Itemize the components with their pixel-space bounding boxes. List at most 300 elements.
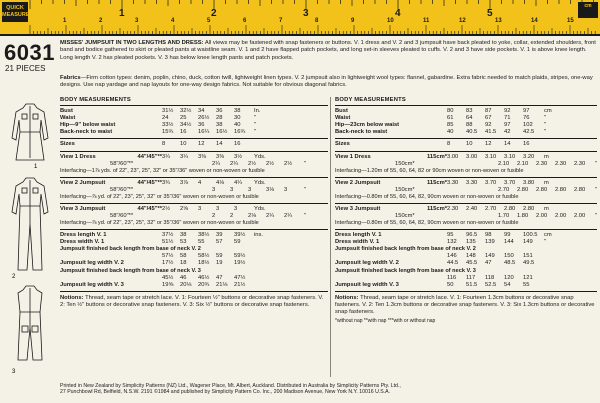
row-value: 150	[504, 253, 514, 260]
row-value: 2.30	[447, 205, 459, 212]
row-value: 10	[466, 141, 473, 148]
row-label: Waist	[335, 115, 351, 122]
view-fabric-row	[335, 161, 597, 168]
row-unit: "	[594, 213, 597, 220]
row-value: 28	[216, 115, 223, 122]
view-name: View 2 Jumpsuit	[335, 179, 381, 186]
row-unit: "	[544, 115, 547, 122]
row-value: 102	[523, 122, 533, 129]
row-values	[162, 260, 252, 267]
metric-measurement-table	[335, 97, 597, 325]
rule	[60, 203, 328, 204]
row-label: Dress length V. 1	[335, 232, 382, 239]
row-value: 2.70	[485, 205, 497, 212]
row-label: Jumpsuit leg width V. 3	[60, 281, 124, 288]
row-unit: Yds.	[254, 179, 266, 186]
row-values	[162, 239, 252, 246]
measurement-row	[60, 232, 328, 239]
fabric-width: 58"/60"**	[110, 160, 134, 167]
interfacing-note: Interfacing—⅞ yd. of 22", 23", 25", 32" or 35"/36" woven or non-woven or fusible	[60, 220, 259, 227]
row-value: 92	[504, 108, 511, 115]
row-value: 2.10	[497, 160, 510, 167]
view-label	[335, 161, 498, 168]
row-value: 3.30	[466, 179, 478, 186]
view-label	[60, 180, 162, 187]
row-value: 3.10	[485, 153, 497, 160]
row-value: 8	[447, 141, 451, 148]
row-unit: m	[544, 179, 549, 186]
row-value: 2½	[266, 160, 275, 167]
row-value: 38	[216, 122, 223, 129]
row-unit: m	[544, 205, 549, 212]
view-label	[60, 154, 162, 161]
fabric-width: 115cm*	[427, 153, 447, 160]
fabrics-body: —Firm cotton types: denim, poplin, chino, duck, cotton twill, lightweight linen types. V. 2 jumpsuit also in lightweight wool types: flannel, gabardine. Extra fabric needed to match plaids, stripes, one-way designs. Use nap yardage and nap layouts for one-way design fabrics. Not suitable for obvious diagonal fabrics.	[60, 75, 593, 89]
row-value: 144	[504, 239, 514, 246]
row-value: 59½	[234, 253, 246, 260]
view-fabric-row	[60, 154, 328, 161]
row-value: 36	[198, 122, 205, 129]
view-label	[60, 161, 212, 168]
row-value: 85	[447, 122, 454, 129]
notions-body: Thread, seam tape or stretch lace. V. 1: Fourteen ½" buttons or decorative snap fasteners. V. 2: Ten ½" buttons or decorative snap fasteners. V. 3: Six ½" buttons or decorative snap fasteners.	[60, 294, 324, 308]
row-values	[447, 253, 542, 260]
rule	[60, 291, 328, 292]
row-value: 42	[504, 129, 511, 136]
row-unit: "	[594, 160, 597, 167]
cm-label: 13	[495, 18, 502, 24]
interfacing-note: Interfacing—0.80m of 55, 60, 64, 82, 90cm woven or non-woven or fusible	[335, 193, 519, 200]
row-value: 96.5	[466, 232, 478, 239]
row-values	[162, 141, 252, 148]
row-value: 3.20	[523, 153, 535, 160]
rule	[335, 291, 597, 292]
row-value: 2½	[248, 160, 257, 167]
pattern-number: 6031	[4, 40, 55, 65]
publisher-footer	[60, 383, 596, 395]
row-value: 16	[523, 141, 530, 148]
row-unit: "	[544, 239, 547, 246]
row-value: 2.30	[535, 160, 548, 167]
row-value: 3	[198, 205, 202, 212]
row-value: 83	[466, 108, 473, 115]
fabric-width: 44"/45"**	[137, 179, 162, 186]
row-label: Back-neck to waist	[60, 129, 113, 136]
inch-label: 5	[487, 8, 493, 19]
row-value: 50	[447, 281, 454, 288]
notions	[335, 295, 597, 317]
row-values	[162, 232, 252, 239]
measurement-row	[60, 282, 328, 289]
row-label: Bust	[60, 108, 73, 115]
row-value: 52.5	[485, 281, 497, 288]
row-value: 21⅛	[216, 281, 228, 288]
row-values	[447, 115, 542, 122]
row-label: Dress length V. 1	[60, 232, 107, 239]
row-values	[162, 154, 252, 161]
row-value: 4¼	[234, 179, 243, 186]
view-fabric-row	[335, 213, 597, 220]
row-value: 47	[216, 274, 223, 281]
row-value: 116	[447, 274, 457, 281]
row-value: 3.80	[523, 179, 535, 186]
rule	[60, 229, 328, 230]
row-value: 51½	[162, 239, 174, 246]
measurement-row	[335, 122, 597, 129]
row-value: 47½	[234, 274, 246, 281]
row-value: 148	[466, 253, 476, 260]
row-unit: "	[544, 122, 547, 129]
row-value: 16½	[216, 129, 228, 136]
row-value: 3¼	[162, 153, 171, 160]
row-label	[335, 275, 447, 282]
row-value: 38	[180, 232, 187, 239]
row-values	[162, 115, 252, 122]
fabrics-lead: Fabrics	[60, 75, 81, 81]
fabric-width: 58"/60"**	[110, 213, 134, 220]
row-value: 139	[485, 239, 495, 246]
row-value: 36	[216, 108, 223, 115]
row-value: 46½	[198, 274, 210, 281]
measurement-row	[60, 108, 328, 115]
row-values	[162, 206, 252, 213]
row-values	[498, 213, 593, 220]
row-values	[162, 122, 252, 129]
row-values	[447, 122, 542, 129]
row-value: 20⅛	[180, 281, 192, 288]
column-divider	[330, 97, 331, 377]
measurement-row	[335, 108, 597, 115]
row-value: 76	[523, 115, 530, 122]
row-value: 99	[504, 232, 511, 239]
row-value: 38½	[198, 232, 210, 239]
row-value: 39	[216, 232, 223, 239]
row-value: 54	[504, 281, 511, 288]
row-value: 97	[504, 122, 511, 129]
view-name: View 3 Jumpsuit	[60, 205, 106, 212]
row-value: 118	[485, 274, 495, 281]
row-values	[447, 129, 542, 136]
row-value: 2.80	[573, 186, 586, 193]
row-value: 2⅝	[180, 205, 189, 212]
nap-key: *without nap **with nap ***with or without nap	[335, 318, 436, 325]
inch-label: 1	[119, 8, 125, 19]
table-title: BODY MEASUREMENTS	[60, 97, 328, 106]
row-value: 80	[447, 108, 454, 115]
fabric-width: 150cm*	[395, 186, 415, 193]
measurement-row	[60, 275, 328, 282]
row-value: 59	[234, 239, 241, 246]
row-value: 2.80	[554, 186, 567, 193]
view-fabric-row	[335, 206, 597, 213]
row-value: 4	[198, 179, 202, 186]
row-value: 15¾	[162, 129, 174, 136]
cm-label: 2	[99, 18, 103, 24]
row-value: 2¼	[284, 213, 293, 220]
measurement-row	[335, 253, 597, 260]
row-value: 2⅛	[248, 213, 257, 220]
row-value: 3	[230, 186, 234, 193]
row-value: 2.70	[497, 186, 510, 193]
row-value: 55	[198, 239, 205, 246]
row-value: 17½	[162, 260, 174, 267]
row-value: 98	[485, 232, 492, 239]
row-value: 24	[162, 115, 169, 122]
row-value: 117	[466, 274, 476, 281]
cm-label: 11	[423, 18, 430, 24]
row-value: 2.30	[573, 160, 586, 167]
row-value: 20¾	[198, 281, 210, 288]
inch-label: 3	[303, 8, 309, 19]
description-body: All views may be fastened with snap fasteners or buttons. V. 1 dress and V. 2 and 3 jumpsuit have back pleated to yoke, collar, extended shoulders, front band and bodice gathered to skirt or pleated pants at waistline seam. V. 1 and 2 have flapped patch pockets, and long set-in sleeves pleated to cuffs. V. 2 and 3 have side pockets. V. 1 is above knee length. Long length V. 2 has pleated pockets. V. 3 has below knee length pants and patch pockets.	[60, 40, 596, 61]
measurement-row	[60, 239, 328, 246]
row-value: 3⅞	[180, 179, 189, 186]
row-value: 45½	[162, 274, 174, 281]
measurement-row	[60, 141, 328, 148]
measurement-row	[335, 232, 597, 239]
row-value: 51.5	[466, 281, 478, 288]
row-value: 59	[216, 253, 223, 260]
row-value: 3¾	[162, 179, 171, 186]
notions-lead: Notions:	[60, 294, 86, 301]
fabric-recommendations	[60, 75, 596, 90]
garment-line-drawings	[4, 98, 56, 378]
row-value: 2	[212, 213, 216, 220]
row-unit: "	[304, 186, 307, 193]
row-label: Bust	[335, 108, 348, 115]
fabric-width: 58"/60"**	[110, 186, 134, 193]
measurement-row	[335, 260, 597, 267]
row-value: 12	[485, 141, 492, 148]
row-value: 37½	[162, 232, 174, 239]
inch-label: 4	[395, 8, 401, 19]
row-value: 18½	[198, 260, 210, 267]
row-value: 2.10	[516, 160, 529, 167]
cm-label: 15	[567, 18, 574, 24]
row-values	[447, 260, 542, 267]
row-value: 34	[198, 108, 205, 115]
row-unit: cm	[544, 232, 552, 239]
row-values	[447, 108, 542, 115]
row-values	[447, 232, 542, 239]
row-unit: Yds.	[254, 205, 266, 212]
view-2-jumpsuit-drawing	[12, 178, 48, 270]
row-label: Jumpsuit leg width V. 3	[335, 281, 399, 288]
row-value: 34½	[180, 122, 192, 129]
imperial-measurement-table	[60, 97, 328, 309]
row-value: 146	[447, 253, 457, 260]
measurement-row	[335, 282, 597, 289]
row-value: 53	[180, 239, 187, 246]
measurement-row	[335, 115, 597, 122]
row-value: 2¼	[266, 213, 275, 220]
description-lead: MISSES' JUMPSUIT IN TWO LENGTHS AND DRESS:	[60, 40, 204, 46]
row-value: 3.00	[447, 153, 459, 160]
row-value: 2.80	[516, 186, 529, 193]
row-value: 2½	[162, 205, 171, 212]
row-value: 57½	[162, 253, 174, 260]
row-value: 57	[216, 239, 223, 246]
cm-label: 10	[387, 18, 394, 24]
row-value: 64	[466, 115, 473, 122]
figure-label-1: 1	[34, 164, 38, 170]
row-label: Dress width V. 1	[335, 239, 380, 246]
rule	[60, 138, 328, 139]
view-fabric-row	[60, 187, 328, 194]
row-value: 2½	[284, 160, 293, 167]
jumpsuit-v2-length-label: Jumpsuit finished back length from base of neck V. 2	[335, 246, 476, 253]
view-fabric-row	[60, 161, 328, 168]
rule	[335, 151, 597, 152]
fabric-width: 115cm*	[427, 205, 447, 212]
row-value: 10	[180, 141, 187, 148]
row-value: 149	[485, 253, 495, 260]
measuring-ruler	[0, 0, 600, 36]
view-name: View 1 Dress	[335, 153, 371, 160]
row-unit: m	[544, 153, 549, 160]
jumpsuit-v3-length-label: Jumpsuit finished back length from base of neck V. 3	[335, 267, 476, 274]
row-value: 3.70	[485, 179, 497, 186]
row-value: 30	[234, 115, 241, 122]
row-values	[212, 213, 302, 220]
measurement-row	[60, 260, 328, 267]
cm-label: 6	[243, 18, 247, 24]
row-value: 149	[523, 239, 533, 246]
row-label: Jumpsuit leg width V. 2	[60, 260, 124, 267]
fabric-width: 150cm*	[395, 213, 415, 220]
row-value: 120	[504, 274, 514, 281]
row-unit: cm	[544, 108, 552, 115]
interfacing-note: Interfacing—1⅞ yds. of 22", 23", 25", 32" or 35"/36" woven or non-woven or fusible	[60, 167, 265, 174]
cm-label: 8	[315, 18, 319, 24]
row-value: 16¾	[234, 129, 246, 136]
row-value: 47	[485, 260, 492, 267]
row-value: 55	[523, 281, 530, 288]
badge-line-2: MEASURE	[2, 11, 30, 18]
fabric-width: 150cm*	[395, 160, 415, 167]
row-unit: "	[254, 122, 257, 129]
badge-line-1: QUICK	[6, 5, 24, 11]
row-value: 31½	[162, 108, 174, 115]
quick-measure-badge	[2, 2, 28, 22]
row-value: 2.40	[466, 205, 478, 212]
row-value: 3	[248, 186, 252, 193]
row-value: 95	[447, 232, 454, 239]
cm-label: 5	[207, 18, 211, 24]
row-value: 3¼	[180, 153, 189, 160]
cm-label: 12	[459, 18, 466, 24]
row-value: 45.5	[466, 260, 478, 267]
inch-label: 6	[579, 8, 585, 19]
fabric-width: 115cm*	[427, 179, 447, 186]
row-value: 38	[234, 108, 241, 115]
row-values	[447, 180, 542, 187]
notions-lead: Notions:	[335, 294, 361, 301]
notions	[60, 295, 328, 309]
row-value: 40	[234, 122, 241, 129]
view-name: View 2 Jumpsuit	[60, 179, 106, 186]
row-value: 97	[523, 108, 530, 115]
notions-body: Thread, seam tape or stretch lace. V. 1: Fourteen 1.3cm buttons or decorative snap fasteners. V. 2: Ten 1.3cm buttons or decorative snap fasteners. V. 3: Six 1.3cm buttons or decorative snap fasteners.	[335, 294, 595, 316]
row-value: 42.5	[523, 129, 535, 136]
row-value: 2.80	[504, 205, 516, 212]
rule	[60, 177, 328, 178]
row-value: 88	[466, 122, 473, 129]
row-value: 33½	[162, 122, 174, 129]
measurement-row	[335, 239, 597, 246]
row-value: 2.00	[573, 213, 586, 220]
row-values	[162, 282, 252, 289]
measurement-row	[60, 122, 328, 129]
row-value: 2.00	[535, 213, 548, 220]
row-value: 121	[523, 274, 533, 281]
row-value: 3	[234, 205, 238, 212]
figure-label-2: 2	[12, 274, 16, 280]
row-label: Waist	[60, 115, 76, 122]
row-value: 40.5	[466, 129, 478, 136]
cm-label: 9	[351, 18, 355, 24]
measurement-row	[335, 129, 597, 136]
row-value: 2¼	[212, 160, 221, 167]
row-value: 44.5	[447, 260, 459, 267]
row-values	[447, 275, 542, 282]
view-3-jumpsuit-drawing	[18, 286, 42, 360]
row-label: Back-neck to waist	[335, 129, 388, 136]
row-value: 21½	[234, 281, 246, 288]
view-fabric-row	[60, 180, 328, 187]
rule	[335, 203, 597, 204]
row-value: 71	[504, 115, 511, 122]
row-value: 3.10	[504, 153, 516, 160]
row-values	[447, 239, 542, 246]
row-label: Jumpsuit leg width V. 2	[335, 260, 399, 267]
ruler-ticks	[0, 0, 600, 34]
view-fabric-row	[60, 213, 328, 220]
pattern-description	[60, 40, 596, 62]
row-label: Hip—23cm below waist	[335, 122, 400, 129]
row-value: 100.5	[523, 232, 538, 239]
view-label	[335, 187, 498, 194]
row-value: 18	[180, 260, 187, 267]
row-unit: "	[304, 160, 307, 167]
row-value: 32½	[180, 108, 192, 115]
view-label	[60, 213, 212, 220]
row-label	[60, 275, 162, 282]
row-values	[447, 282, 542, 289]
jumpsuit-v2-length-label: Jumpsuit finished back length from base of neck V. 2	[60, 246, 201, 253]
row-label: Sizes	[335, 141, 350, 148]
row-unit: ins.	[254, 232, 264, 239]
row-values	[498, 161, 593, 168]
row-value: 2.00	[554, 213, 567, 220]
row-label: Hip—9" below waist	[60, 122, 116, 129]
row-value: 1.70	[497, 213, 510, 220]
row-value: 2.80	[535, 186, 548, 193]
interfacing-note: Interfacing—⅞ yd. of 22", 23", 25", 32" or 35"/36" woven or non-woven or fusible	[60, 193, 259, 200]
row-value: 19½	[234, 260, 246, 267]
row-value: 41.5	[485, 129, 497, 136]
row-value: 61	[447, 115, 454, 122]
row-value: 16	[180, 129, 187, 136]
row-values	[162, 180, 252, 187]
row-value: 49.5	[523, 260, 535, 267]
row-value: 87	[485, 108, 492, 115]
fabric-width: 44"/45"**	[137, 153, 162, 160]
view-fabric-row	[335, 180, 597, 187]
cm-badge-label: cm	[584, 3, 592, 9]
row-value: 16	[234, 141, 241, 148]
row-value: 19⅝	[162, 281, 174, 288]
